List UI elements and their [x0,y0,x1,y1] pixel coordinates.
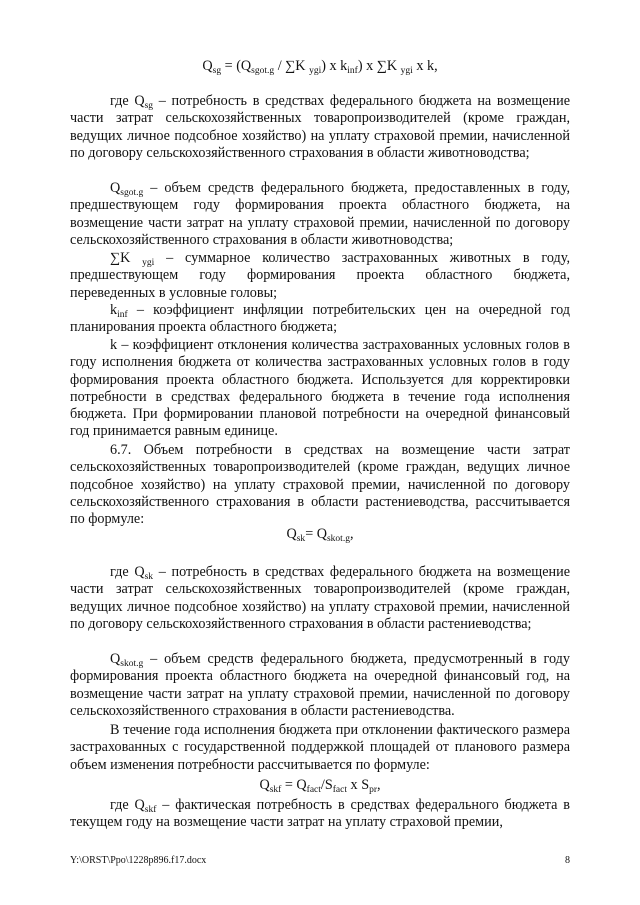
definition-kinf: $k_{inf}$ – коэффициент инфляции потребительских цен на очередной год планирования проекта областного бюджета; [70,302,570,336]
definition-qskf: где $Q_{skf}$ – фактическая потребность в средствах федерального бюджета в текущем году на возмещение части затрат на уплату страховой премии, [70,797,571,831]
definition-k: k – коэффициент отклонения количества застрахованных условных голов в году исполнения бюджета от количества застрахованных условных голов в году формирования проекта областного бюджета. Используется для корректировки потребности в средствах федерального бюджета в течение года исполнения бюджета. При формировании плановой потребности на очередной финансовый год принимается равным единице. [70,337,570,440]
formula-qsk: $Q_{sk}= Q_{skot.g}$, [286,526,354,544]
formula-qskf: $Q_{skf} = Q_{fact}/S_{fact}$ x $S_{pr}$, [259,777,381,795]
formula-qsg: $Q_{sg} = (Q_{sgot.g} / \sum K$ $_{ygi}$) x $k_{inf}$) x ∑K $_{ygi}$ x k, [202,58,438,76]
section-6-7: 6.7. Объем потребности в средствах на возмещение части затрат сельскохозяйственных товаропроизводителей (кроме граждан, ведущих личное подсобное хозяйство) на уплату страховой премии, начисленной по договору сельскохозяйственного страхования в области растениеводства, рассчитывается по формуле: [70,442,570,528]
definition-qsgot: $Q_{sgot.g}$ – объем средств федерального бюджета, предоставленных в году, предшествующем году формирования проекта областного бюджета, на возмещение части затрат на уплату страховой премии, начисленной по договору сельскохозяйственного страхования в области животноводства; [70,180,570,248]
definition-qskot: $Q_{skot.g}$ – объем средств федерального бюджета, предусмотренный в году формирования проекта областного бюджета на очередной финансовый год, на возмещение части затрат на уплату страховой премии, начисленной по договору сельскохозяйственного страхования в области растениеводства. [70,651,570,719]
paragraph-deviation: В течение года исполнения бюджета при отклонении фактического размера застрахованных с государственной поддержкой площадей от планового размера объем изменения потребности рассчитывается по формуле: [70,722,570,773]
definition-qsk: где $Q_{sk}$ – потребность в средствах федерального бюджета на возмещение части затрат сельскохозяйственных товаропроизводителей (кроме граждан, ведущих личное подсобное хозяйство) на уплату страховой премии, начисленной по договору сельскохозяйственного страхования в области растениеводства; [70,564,570,632]
page-number: 8 [565,855,570,866]
definition-qsg: где $Q_{sg}$ – потребность в средствах федерального бюджета на возмещение части затрат сельскохозяйственных товаропроизводителей (кроме граждан, ведущих личное подсобное хозяйство) на уплату страховой премии, начисленной по договору сельскохозяйственного страхования в области животноводства; [70,93,570,161]
footer-file-path: Y:\ORST\Ppo\1228p896.f17.docx [70,855,207,866]
definition-kygi: ∑K $_{ygi}$ – суммарное количество застрахованных животных в году, предшествующем году формирования проекта областного бюджета, переведенных в условные головы; [70,250,570,301]
